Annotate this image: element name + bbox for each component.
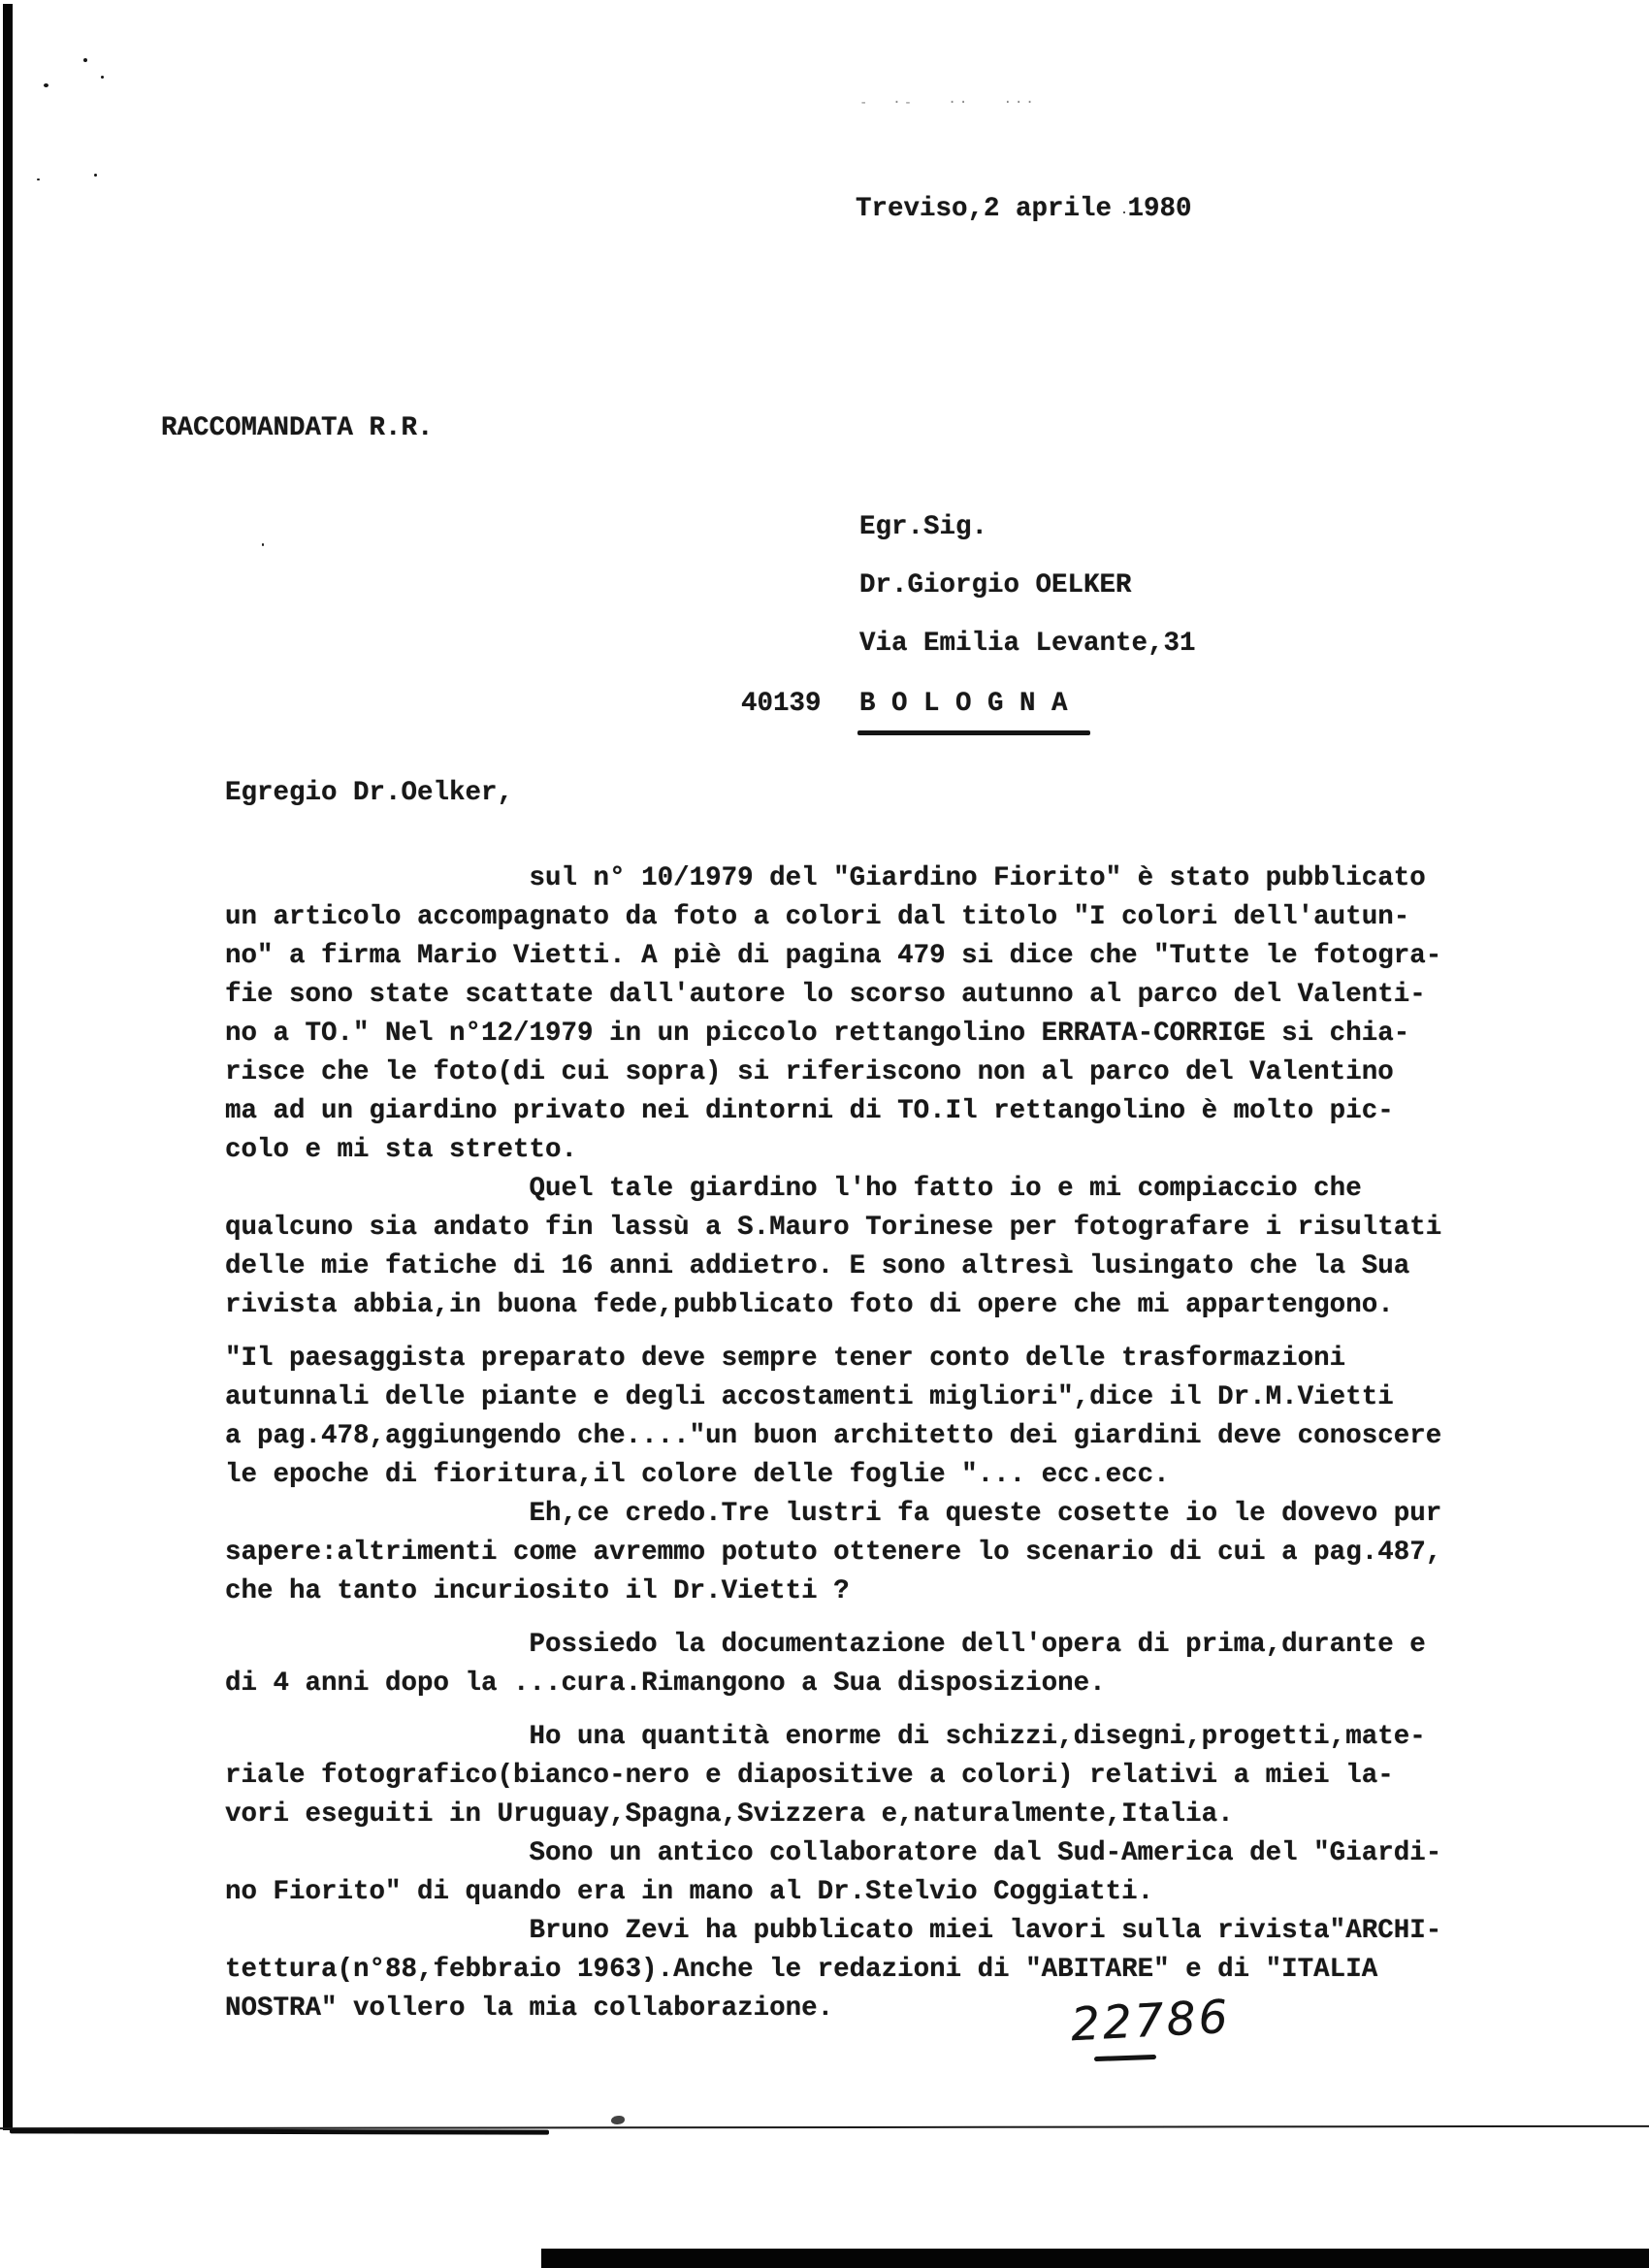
text-line: colo e mi sta stretto. [225, 1135, 578, 1165]
text-line: Sono un antico collaboratore dal Sud-America del "Giardi- [225, 1838, 1442, 1868]
text-line: a pag.478,aggiungendo che...."un buon architetto dei giardini deve conoscere [225, 1421, 1442, 1451]
text-line: Eh,ce credo.Tre lustri fa queste cosette io le dovevo pur [225, 1499, 1442, 1529]
text-line: qualcuno sia andato fin lassù a S.Mauro Torinese per fotografare i risultati [225, 1213, 1442, 1243]
handwritten-number: 22786 [1069, 1990, 1232, 2053]
speckle [44, 83, 48, 87]
paragraph [225, 1626, 1441, 1703]
text-line: no" a firma Mario Vietti. A piè di pagina 479 si dice che "Tutte le fotogra- [225, 941, 1442, 971]
recipient-postal-code: 40139 [741, 689, 822, 719]
speckle [94, 174, 97, 177]
text-line: NOSTRA" vollero la mia collaborazione. [225, 1993, 834, 2024]
text-line: Quel tale giardino l'ho fatto io e mi compiaccio che [225, 1174, 1362, 1204]
city-underline [857, 730, 1090, 735]
letter-date: Treviso,2 aprile 1980 [856, 194, 1192, 224]
text-line: vori eseguiti in Uruguay,Spagna,Svizzera e,naturalmente,Italia. [225, 1799, 1234, 1830]
text-line: no a TO." Nel n°12/1979 in un piccolo rettangolino ERRATA-CORRIGE si chia- [225, 1019, 1410, 1049]
recipient-city: B O L O G N A [859, 689, 1068, 719]
handwritten-number-underline [1094, 2055, 1156, 2061]
scan-left-border-bar [3, 4, 13, 2130]
text-line: autunnali delle piante e degli accostamenti migliori",dice il Dr.M.Vietti [225, 1382, 1394, 1412]
text-line: tettura(n°88,febbraio 1963).Anche le redazioni di "ABITARE" e di "ITALIA [225, 1955, 1378, 1985]
paragraph [225, 1912, 1441, 2028]
text-line: no Fiorito" di quando era in mano al Dr.Stelvio Coggiatti. [225, 1877, 1154, 1907]
scan-horizontal-line-thick-segment [10, 2128, 549, 2134]
registered-mail-label: RACCOMANDATA R.R. [161, 413, 434, 443]
text-line: Possiedo la documentazione dell'opera di prima,durante e [225, 1630, 1426, 1660]
text-line: rivista abbia,in buona fede,pubblicato foto di opere che mi appartengono. [225, 1290, 1394, 1320]
speckle [101, 76, 104, 79]
scan-bottom-black-bar [541, 2249, 1649, 2268]
recipient-street: Via Emilia Levante,31 [859, 629, 1196, 659]
text-line: Ho una quantità enorme di schizzi,disegni,progetti,mate- [225, 1722, 1426, 1752]
speckle [262, 543, 264, 546]
text-line: sapere:altrimenti come avremmo potuto ottenere lo scenario di cui a pag.487, [225, 1538, 1442, 1568]
text-line: un articolo accompagnato da foto a colori dal titolo "I colori dell'autun- [225, 902, 1410, 932]
recipient-title: Egr.Sig. [859, 512, 988, 542]
text-line: riale fotografico(bianco-nero e diapositive a colori) relativi a miei la- [225, 1761, 1394, 1791]
speckle [83, 58, 87, 62]
text-line: "Il paesaggista preparato deve sempre tener conto delle trasformazioni [225, 1344, 1346, 1374]
paragraph [225, 859, 1441, 1170]
text-line: fie sono state scattate dall'autore lo scorso autunno al parco del Valenti- [225, 980, 1426, 1010]
text-line: delle mie fatiche di 16 anni addietro. E sono altresì lusingato che la Sua [225, 1251, 1410, 1281]
text-line: Bruno Zevi ha pubblicato miei lavori sulla rivista"ARCHI- [225, 1916, 1442, 1946]
paragraph [225, 1340, 1441, 1495]
text-line: le epoche di fioritura,il colore delle foglie "... ecc.ecc. [225, 1460, 1170, 1490]
paragraph [225, 1834, 1441, 1912]
paragraph [225, 1718, 1441, 1834]
paragraph [225, 1170, 1441, 1325]
paragraph [225, 1495, 1441, 1611]
scan-noise-marks: - ·- ·· ··· [859, 95, 1037, 111]
recipient-name: Dr.Giorgio OELKER [859, 570, 1132, 600]
text-line: di 4 anni dopo la ...cura.Rimangono a Sua disposizione. [225, 1669, 1106, 1699]
text-line: sul n° 10/1979 del "Giardino Fiorito" è stato pubblicato [225, 863, 1426, 893]
text-line: ma ad un giardino privato nei dintorni di TO.Il rettangolino è molto pic- [225, 1096, 1394, 1126]
salutation: Egregio Dr.Oelker, [225, 778, 514, 808]
text-line: risce che le foto(di cui sopra) si riferiscono non al parco del Valentino [225, 1057, 1394, 1087]
ink-blob [611, 2116, 625, 2124]
text-line: che ha tanto incuriosito il Dr.Vietti ? [225, 1576, 850, 1606]
letter-body [225, 859, 1441, 2028]
speckle [37, 178, 40, 180]
